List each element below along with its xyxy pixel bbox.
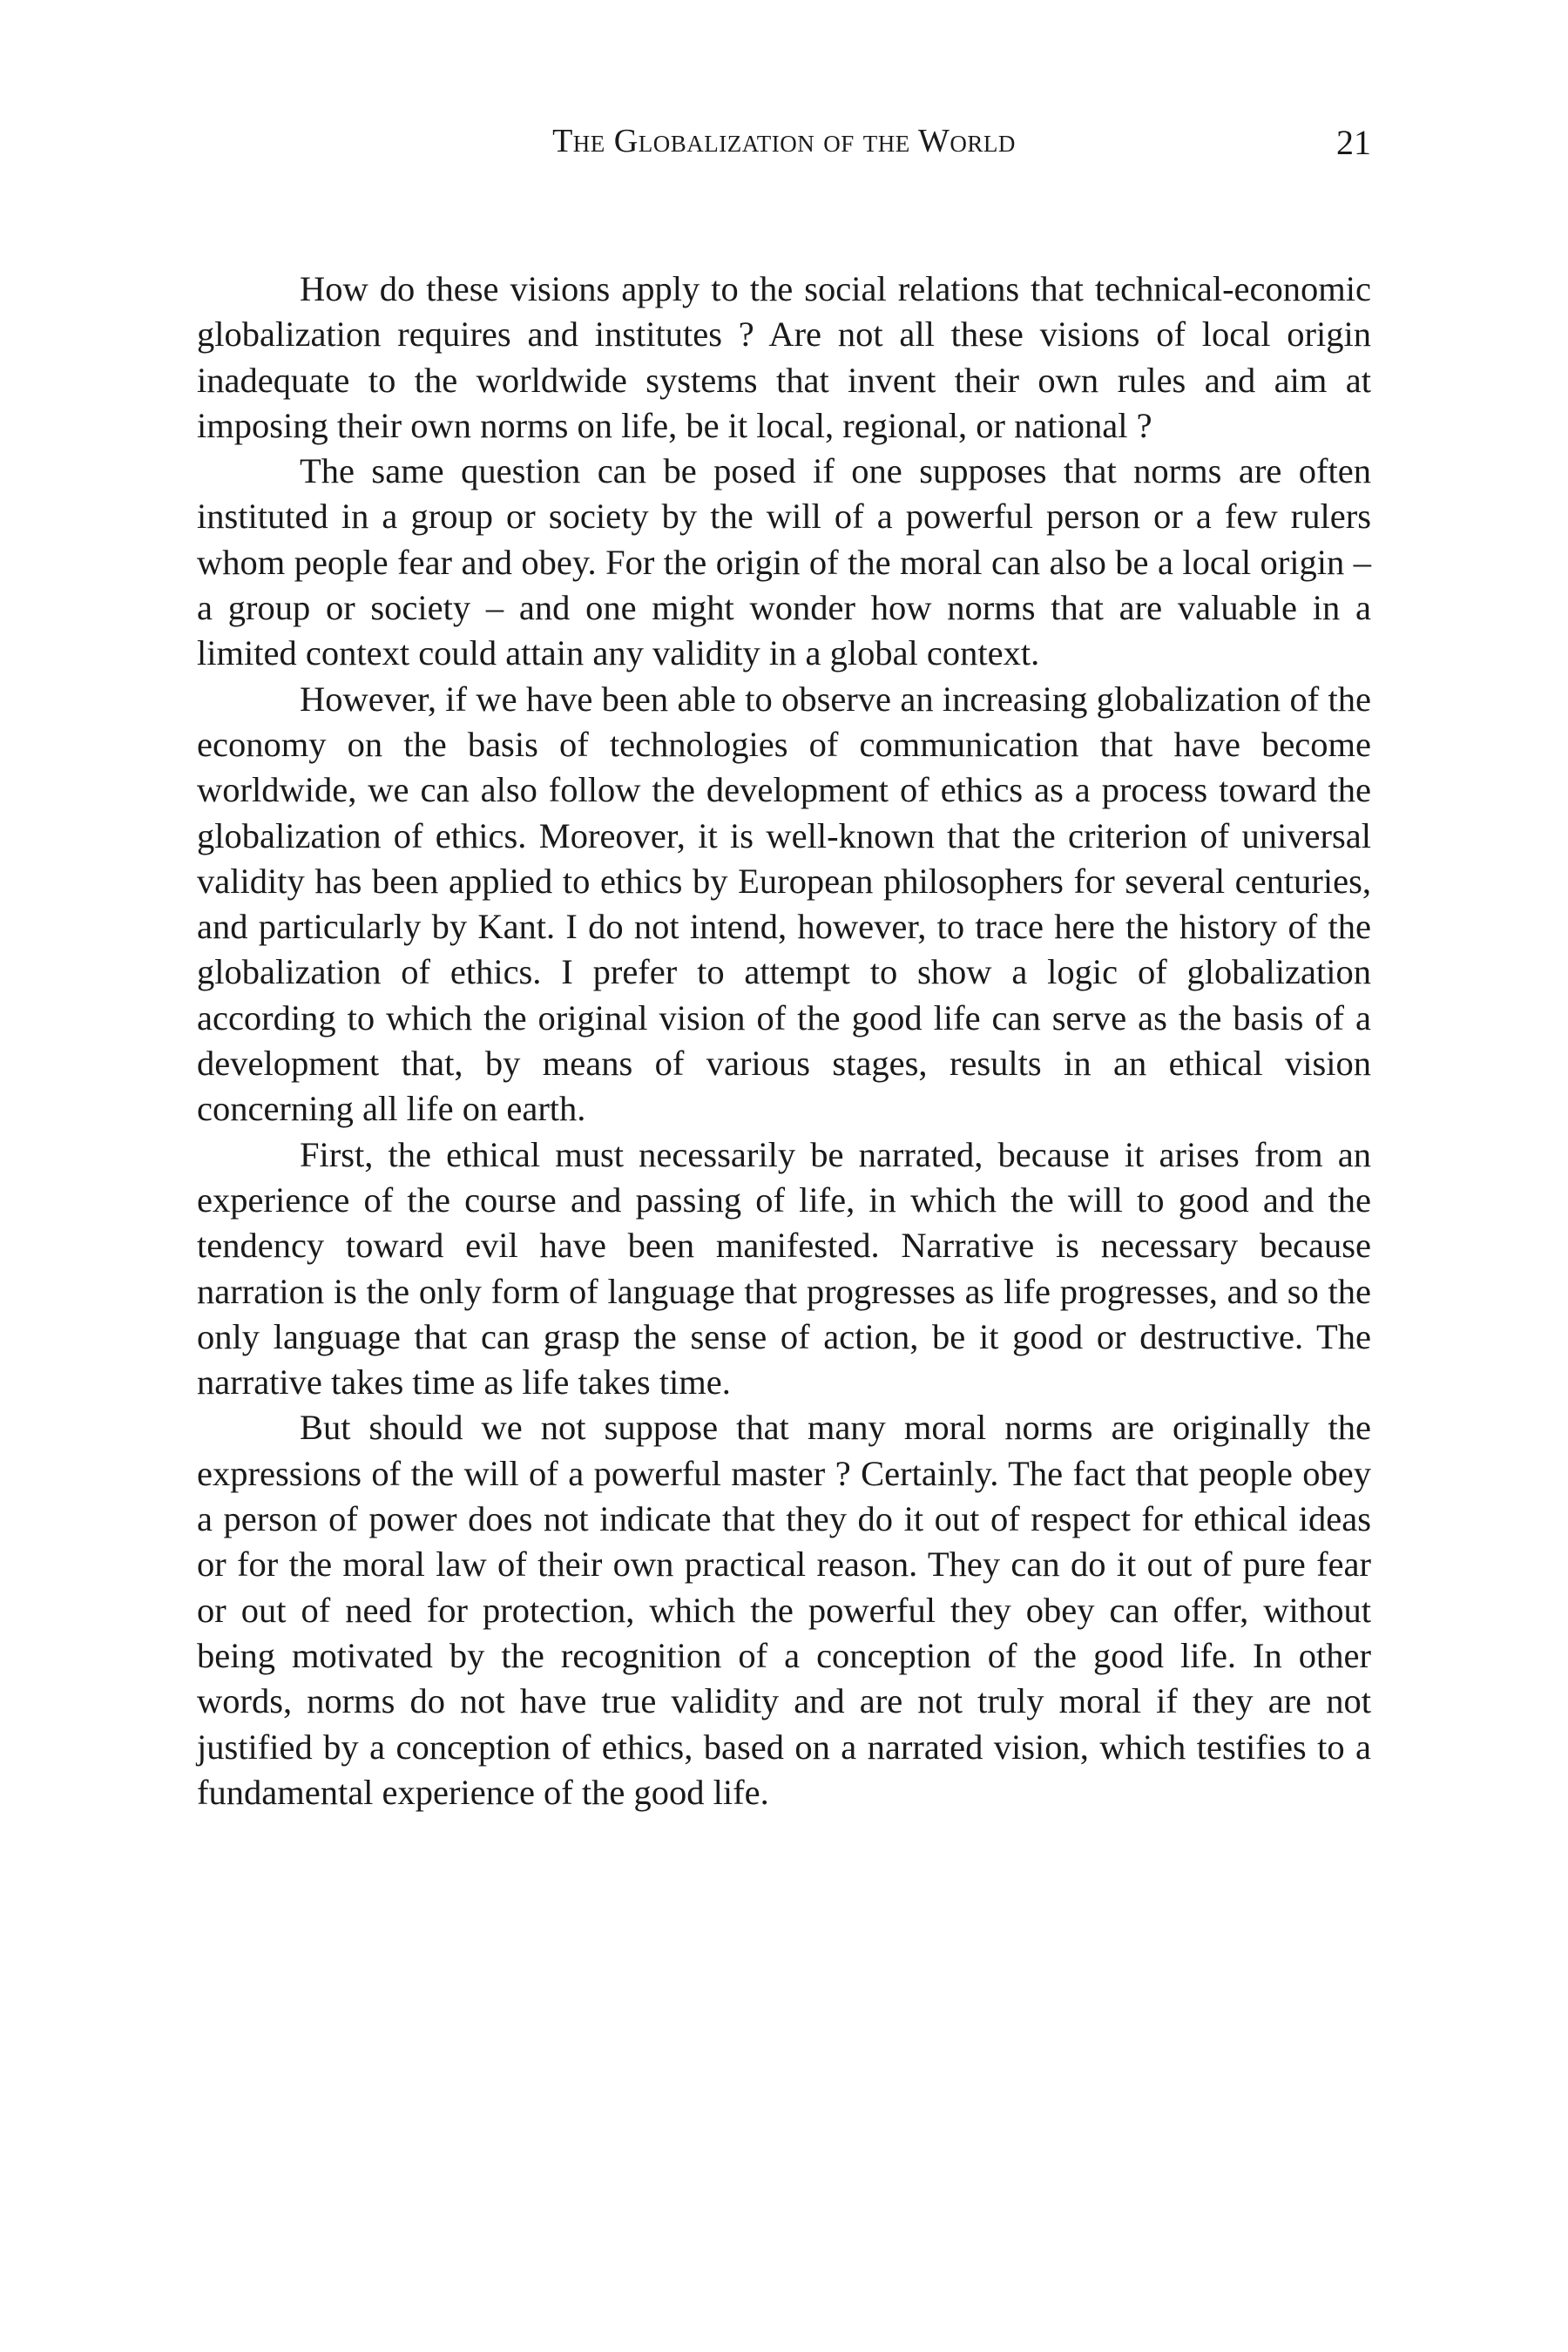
paragraph-1: How do these visions apply to the social relations that technical-economic globalization requires and institutes ? Are not all these visions of local origin inadequate to the worldwide systems that invent their own rules and aim at imposing their own norms on life, be it local, regional, or national ? <box>197 269 1371 445</box>
paragraph-3: However, if we have been able to observe an increasing globalization of the economy on the basis of technologies of communication that have become worldwide, we can also follow the development of ethics as a process toward the globalization of ethics. Moreover, it is well-known that the criterion of universal validity has been applied to ethics by European philosophers for several centuries, and particularly by Kant. I do not intend, however, to trace here the history of the globalization of ethics. I prefer to attempt to show a logic of globalization according to which the original vision of the good life can serve as the basis of a development that, by means of various stages, results in an ethical vision concerning all life on earth. <box>197 679 1371 1129</box>
running-header <box>197 122 1371 174</box>
paragraph-2: The same question can be posed if one supposes that norms are often instituted in a group or society by the will of a powerful person or a few rulers whom people fear and obey. For the origin of the moral can also be a local origin – a group or society – and one might wonder how norms that are valuable in a limited context could attain any validity in a global context. <box>197 451 1371 673</box>
running-title: The Globalization of the World <box>552 123 1016 159</box>
paragraph-4: First, the ethical must necessarily be narrated, because it arises from an experience of the course and passing of life, in which the will to good and the tendency toward evil have been manifested. Narrative is necessary because narration is the only form of language that progresses as life progresses, and so the only language that can grasp the sense of action, be it good or destructive. The narrative takes time as life takes time. <box>197 1134 1371 1402</box>
page-number: 21 <box>1336 123 1371 162</box>
paragraph-5: But should we not suppose that many moral norms are originally the expressions of the will of a powerful master ? Certainly. The fact that people obey a person of power does not indicate that they do it out of respect for ethical ideas or for the moral law of their own practical reason. They can do it out of pure fear or out of need for protection, which the powerful they obey can offer, without being motivated by the recognition of a conception of the good life. In other words, norms do not have true validity and are not truly moral if they are not justified by a conception of ethics, based on a narrated vision, which testifies to a fundamental experience of the good life. <box>197 1408 1371 1812</box>
body-text <box>197 267 1371 1815</box>
